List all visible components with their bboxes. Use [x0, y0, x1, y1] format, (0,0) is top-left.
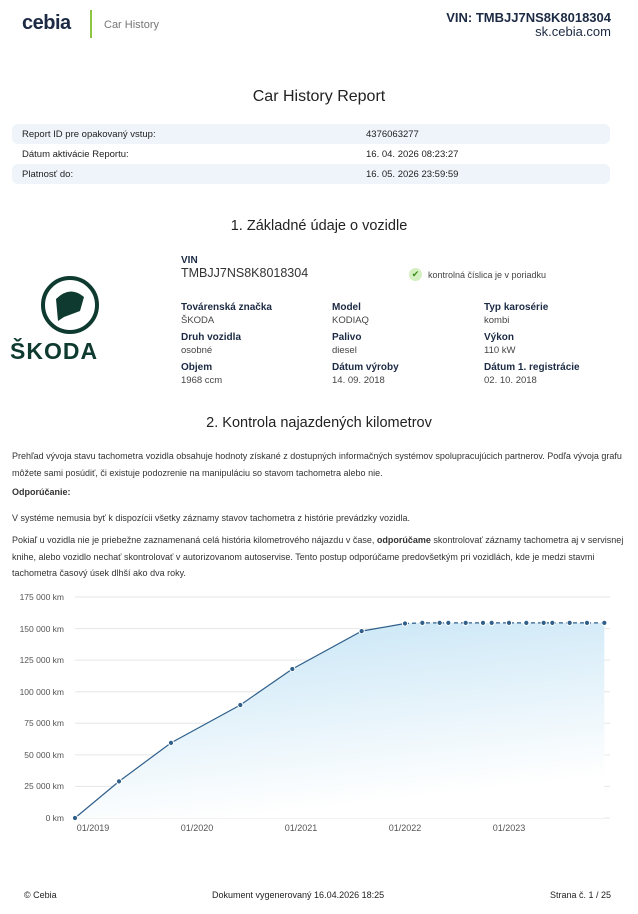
- data-point[interactable]: [437, 620, 442, 625]
- footer-generated: Dokument vygenerovaný 16.04.2026 18:25: [212, 890, 385, 900]
- data-point[interactable]: [446, 620, 451, 625]
- field-label: Typ karosérie: [484, 302, 549, 313]
- header-site: sk.cebia.com: [535, 24, 611, 39]
- y-tick-label: 0 km: [45, 813, 64, 823]
- intro-paragraph: Prehľad vývoja stavu tachometra vozidla obsahuje hodnoty získané z dostupných informačných systémov spolupracujúcich partnerov. Podľa vývoja grafu môžete sami posúdiť, či existuje podozrenie na manipuláciu so stavom tachometra alebo nie.: [12, 451, 622, 478]
- page-title: Car History Report: [252, 88, 386, 105]
- text: skontrolovať záznamy tachometra aj v servisnej knihe, alebo vozidlo nechať skontrolovať v autorizovanom autoservise. Tento postup odporúčame predovšetkým pri vozidlách, kde je medzi stavmi tachometra časový úsek dlhší ako dva roky.: [12, 535, 624, 578]
- y-tick-label: 150 000 km: [19, 623, 64, 634]
- data-point[interactable]: [541, 620, 546, 625]
- info-label: Platnosť do:: [22, 168, 74, 180]
- field-value: ŠKODA: [181, 315, 215, 326]
- x-tick-label: 01/2020: [180, 823, 214, 833]
- y-tick-label: 125 000 km: [19, 655, 64, 666]
- data-point[interactable]: [524, 620, 529, 625]
- section1-title: 1. Základné údaje o vozidle: [230, 218, 408, 234]
- y-tick-label: 50 000 km: [24, 749, 64, 760]
- recommendation-heading: Odporúčanie:: [12, 487, 71, 497]
- x-tick-label: 01/2021: [284, 823, 318, 833]
- data-point[interactable]: [602, 620, 607, 625]
- data-point[interactable]: [290, 666, 295, 671]
- section2-title: 2. Kontrola najazdených kilometrov: [206, 415, 432, 431]
- y-tick-label: 25 000 km: [24, 781, 64, 792]
- field-value: 14. 09. 2018: [332, 375, 385, 386]
- y-tick-label: 100 000 km: [19, 686, 64, 697]
- cebia-logo: cebia: [22, 12, 71, 34]
- field-value: 110 kW: [484, 345, 516, 356]
- footer-copyright: © Cebia: [24, 890, 57, 900]
- info-value: 16. 04. 2026 08:23:27: [366, 148, 459, 160]
- field-label: Palivo: [332, 332, 362, 343]
- emphasis: odporúčame: [376, 535, 431, 545]
- data-point[interactable]: [506, 620, 511, 625]
- data-point[interactable]: [489, 620, 494, 625]
- data-point[interactable]: [168, 740, 173, 745]
- x-tick-label: 01/2019: [76, 823, 110, 833]
- info-value: 16. 05. 2026 23:59:59: [366, 168, 459, 180]
- data-point[interactable]: [238, 702, 243, 707]
- x-tick-label: 01/2022: [388, 823, 422, 833]
- field-label: Objem: [181, 362, 213, 373]
- area-fill: [75, 623, 604, 818]
- data-point[interactable]: [463, 620, 468, 625]
- vin-label: VIN: [181, 255, 198, 266]
- y-tick-label: 75 000 km: [24, 718, 64, 729]
- text: Pokiaľ u vozidla nie je priebežne zaznamenaná celá história kilometrového nájazdu v čase,: [12, 535, 377, 545]
- header-vin: VIN: TMBJJ7NS8K8018304: [446, 10, 611, 25]
- data-point[interactable]: [480, 620, 485, 625]
- field-label: Dátum výroby: [332, 362, 399, 373]
- field-value: 02. 10. 2018: [484, 375, 537, 386]
- data-point[interactable]: [550, 620, 555, 625]
- field-value: osobné: [181, 345, 213, 356]
- recommendation-text: V systéme nemusia byť k dispozícii všetky záznamy stavov tachometra z histórie prevádzky vozidla.: [12, 513, 411, 523]
- series-line-dashed: [405, 623, 604, 624]
- data-point[interactable]: [72, 815, 77, 820]
- data-point[interactable]: [359, 628, 364, 633]
- field-label: Dátum 1. registrácie: [484, 362, 580, 373]
- vin-value: TMBJJ7NS8K8018304: [181, 266, 309, 280]
- field-label: Model: [332, 302, 361, 313]
- field-label: Druh vozidla: [181, 332, 242, 343]
- vin-check-text: kontrolná číslica je v poriadku: [428, 270, 547, 280]
- data-point[interactable]: [402, 621, 407, 626]
- info-label: Dátum aktivácie Reportu:: [22, 148, 129, 160]
- footer-page: Strana č. 1 / 25: [549, 890, 611, 900]
- info-value: 4376063277: [366, 128, 419, 140]
- logo-subtitle: Car History: [104, 19, 160, 31]
- field-value: kombi: [484, 315, 510, 326]
- info-label: Report ID pre opakovaný vstup:: [22, 128, 156, 140]
- skoda-wordmark: ŠKODA: [10, 338, 99, 364]
- field-label: Výkon: [484, 332, 515, 343]
- data-point[interactable]: [567, 620, 572, 625]
- check-icon: ✔: [409, 268, 422, 281]
- y-tick-label: 175 000 km: [19, 592, 64, 602]
- x-tick-label: 01/2023: [492, 823, 526, 833]
- field-label: Továrenská značka: [181, 302, 272, 313]
- data-point[interactable]: [584, 620, 589, 625]
- field-value: diesel: [332, 345, 357, 356]
- field-value: 1968 ccm: [181, 375, 223, 386]
- field-value: KODIAQ: [332, 315, 369, 326]
- data-point[interactable]: [420, 620, 425, 625]
- data-point[interactable]: [116, 779, 121, 784]
